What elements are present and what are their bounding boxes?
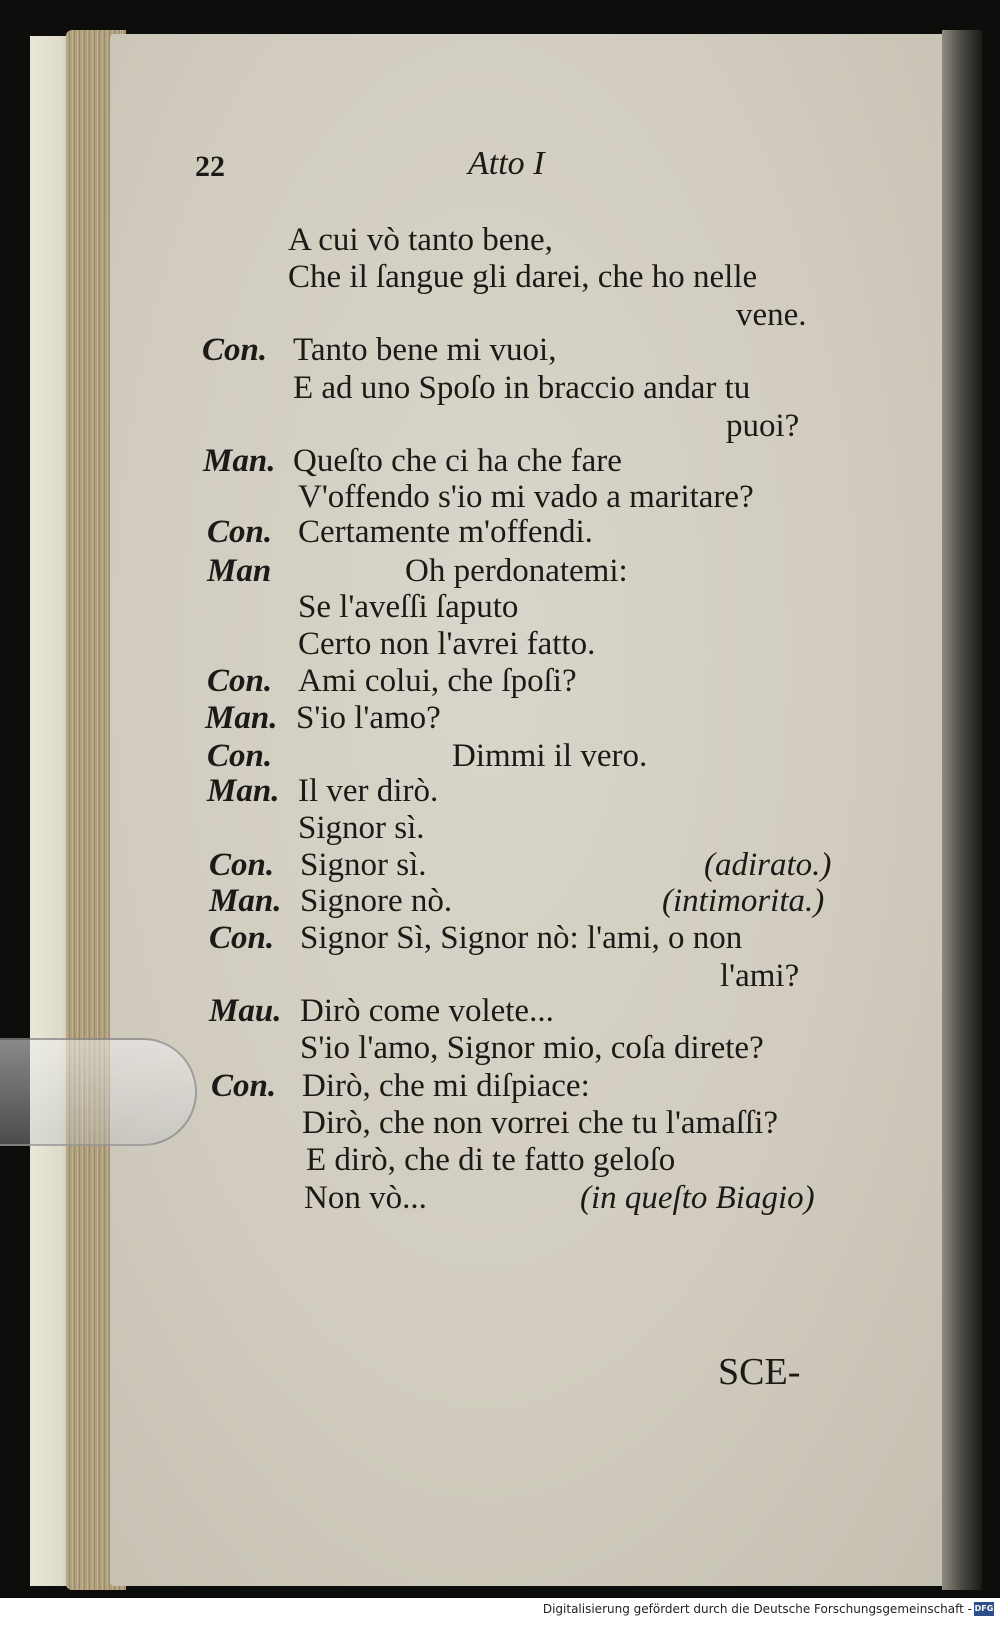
speaker-label: Con. (211, 1068, 277, 1104)
verse-line: Signor sì. (300, 847, 427, 883)
gutter-shadow (942, 30, 982, 1590)
footer-credit: Digitalisierung gefördert durch die Deutsche Forschungsgemeinschaft - (542, 1602, 972, 1616)
verse-line: Tanto bene mi vuoi, (293, 332, 557, 368)
verse-line: E dirò, che di te fatto geloſo (306, 1142, 676, 1178)
footer-bar (0, 1598, 1000, 1625)
verse-line: Signor Sì, Signor nò: l'ami, o non (300, 920, 743, 956)
verse-line: l'ami? (720, 958, 800, 994)
verse-line: Oh perdonatemi: (405, 553, 628, 589)
verse-line: Che il ſangue gli darei, che ho nelle (288, 259, 758, 295)
page-number: 22 (195, 150, 225, 183)
verse-line: E ad uno Spoſo in braccio andar tu (293, 370, 751, 406)
verse-line: Signor sì. (298, 810, 425, 846)
stage-direction: (adirato.) (704, 847, 832, 883)
verse-line: vene. (736, 297, 807, 333)
speaker-label: Con. (209, 920, 275, 956)
verse-line: Non vò... (304, 1180, 427, 1216)
verse-line: Dimmi il vero. (452, 738, 648, 774)
speaker-label: Man. (209, 883, 282, 919)
verse-line: Dirò, che non vorrei che tu l'amaſſi? (302, 1105, 779, 1141)
verse-line: Se l'aveſſi ſaputo (298, 589, 519, 625)
speaker-label: Con. (209, 847, 275, 883)
stage-direction: (in queſto Biagio) (580, 1180, 815, 1216)
verse-line: Dirò, che mi diſpiace: (302, 1068, 590, 1104)
speaker-label: Con. (207, 738, 273, 774)
speaker-label: Mau. (209, 993, 282, 1029)
speaker-label: Man (207, 553, 272, 589)
catchword: SCE- (718, 1351, 801, 1393)
bookmark-strip (0, 1038, 197, 1146)
verse-line: Ami colui, che ſpoſi? (298, 663, 577, 699)
verse-line: V'offendo s'io mi vado a maritare? (298, 479, 754, 515)
running-title: Atto I (468, 145, 545, 182)
verse-line: A cui vò tanto bene, (288, 222, 553, 258)
verse-line: Signore nò. (300, 883, 453, 919)
speaker-label: Con. (207, 514, 273, 550)
speaker-label: Man. (203, 443, 276, 479)
verse-line: puoi? (726, 408, 800, 444)
verse-line: Il ver dirò. (298, 773, 439, 809)
dfg-logo: DFG (974, 1602, 994, 1616)
verse-line: S'io l'amo, Signor mio, coſa direte? (300, 1030, 764, 1066)
speaker-label: Man. (207, 773, 280, 809)
verse-line: Dirò come volete... (300, 993, 554, 1029)
verse-line: Certamente m'offendi. (298, 514, 593, 550)
speaker-label: Con. (207, 663, 273, 699)
stage-direction: (intimorita.) (662, 883, 825, 919)
verse-line: Queſto che ci ha che fare (293, 443, 622, 479)
speaker-label: Man. (205, 700, 278, 736)
speaker-label: Con. (202, 332, 268, 368)
verse-line: Certo non l'avrei fatto. (298, 626, 596, 662)
verse-line: S'io l'amo? (296, 700, 441, 736)
